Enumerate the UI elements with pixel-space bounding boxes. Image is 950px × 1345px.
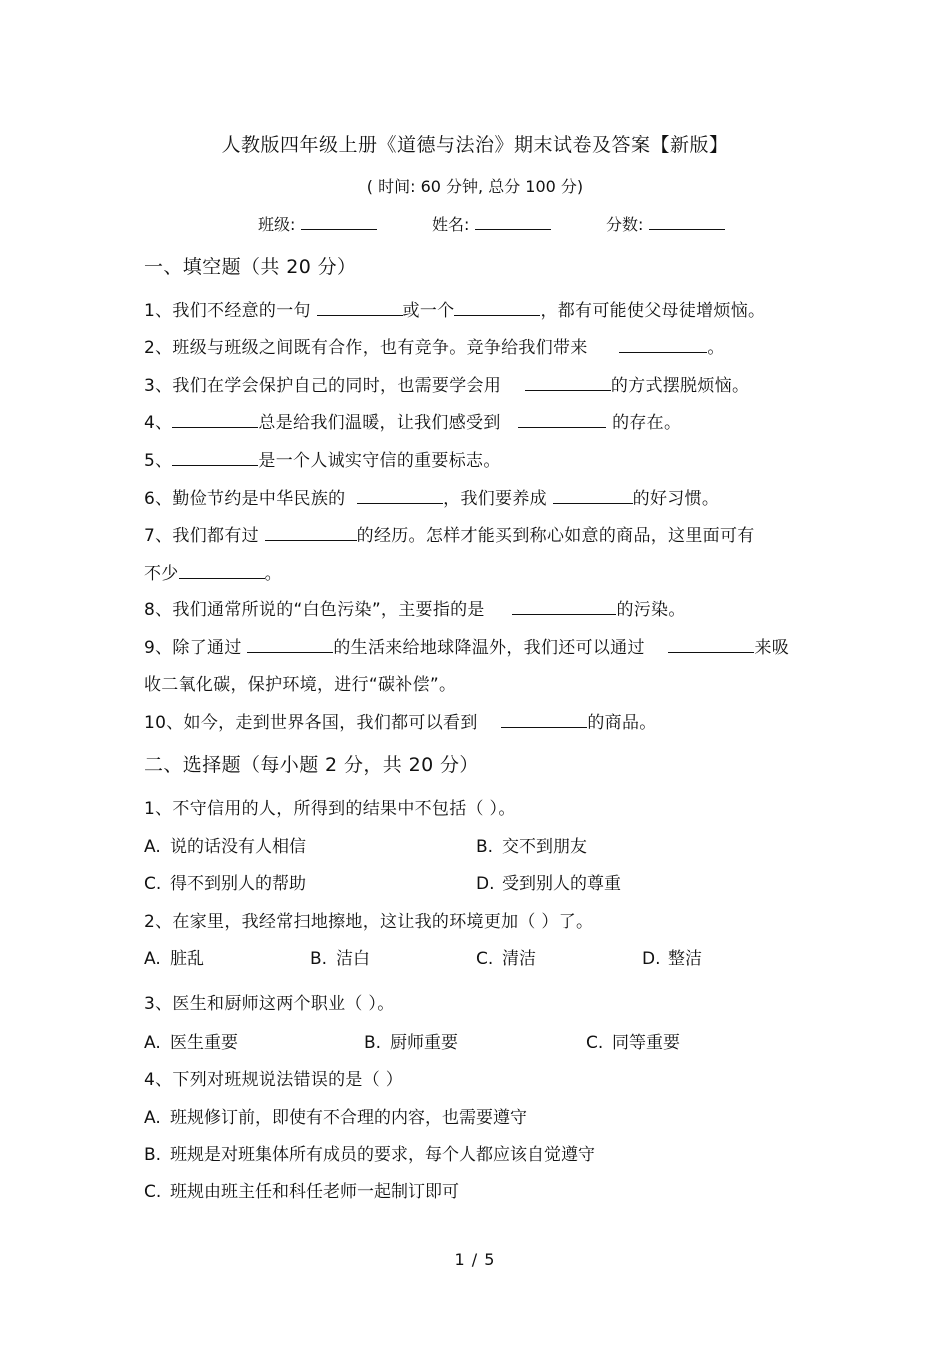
name-label: 姓名:: [432, 215, 470, 234]
option-key: C.: [586, 1033, 604, 1053]
question-1-4: [144, 411, 681, 434]
option-b: [476, 836, 587, 858]
question-text: 4、: [144, 413, 173, 433]
option-text: 脏乱: [170, 949, 204, 969]
question-1-1: [144, 299, 765, 322]
class-blank: [301, 213, 377, 230]
answer-blank: [179, 562, 265, 579]
answer-blank: [357, 487, 443, 504]
page-title: 人教版四年级上册《道德与法治》期末试卷及答案【新版】: [221, 134, 729, 156]
question-text: 的污染。: [616, 600, 686, 620]
option-c: [586, 1032, 680, 1054]
option-key: C.: [476, 949, 494, 969]
option-a: [144, 948, 204, 970]
option-key: A.: [144, 1033, 161, 1053]
question-text: 来吸: [754, 638, 790, 658]
section-heading-fill: 一、填空题（共 20 分）: [144, 256, 357, 278]
question-2-2: 2、在家里，我经常扫地擦地，这让我的环境更加（ ）了。: [144, 912, 594, 932]
question-1-9: [144, 636, 789, 659]
question-text: ，都有可能使父母徒增烦恼。: [540, 301, 766, 321]
option-key: A.: [144, 1108, 161, 1128]
question-text: 的方式摆脱烦恼。: [610, 376, 750, 396]
question-text: 是一个人诚实守信的重要标志。: [258, 451, 501, 471]
question-1-5: [144, 449, 501, 472]
option-key: D.: [642, 949, 661, 969]
question-text: 的存在。: [612, 413, 682, 433]
option-a: [144, 836, 306, 858]
option-b: [364, 1032, 458, 1054]
question-1-10: [144, 711, 657, 734]
option-text: 同等重要: [612, 1033, 680, 1053]
option-key: C.: [144, 874, 162, 894]
answer-blank: [619, 336, 707, 353]
option-text: 说的话没有人相信: [170, 837, 306, 857]
question-1-8: [144, 598, 686, 621]
answer-blank: [668, 636, 754, 653]
question-text: 3、我们在学会保护自己的同时，也需要学会用: [144, 376, 502, 396]
score-label: 分数:: [606, 215, 644, 234]
name-blank: [475, 213, 551, 230]
question-text: 6、勤俭节约是中华民族的: [144, 489, 346, 509]
answer-blank: [172, 411, 258, 428]
exam-subtitle: ( 时间: 60 分钟, 总分 100 分): [366, 177, 584, 196]
answer-blank: [172, 449, 258, 466]
option-text: 受到别人的尊重: [502, 874, 621, 894]
option-key: B.: [364, 1033, 382, 1053]
question-text: 8、我们通常所说的“白色污染”，主要指的是: [144, 600, 485, 620]
question-text: 10、如今，走到世界各国，我们都可以看到: [144, 713, 478, 733]
option-text: 医生重要: [170, 1033, 238, 1053]
option-key: B.: [144, 1145, 162, 1165]
question-text: 的生活来给地球降温外，我们还可以通过: [333, 638, 645, 658]
option-text: 班规是对班集体所有成员的要求，每个人都应该自觉遵守: [170, 1145, 595, 1165]
option-text: 交不到朋友: [502, 837, 587, 857]
question-text: 1、我们不经意的一句: [144, 301, 311, 321]
answer-blank: [553, 487, 633, 504]
option-key: B.: [310, 949, 328, 969]
score-field: [606, 212, 725, 235]
question-text: 或一个: [402, 301, 455, 321]
question-1-2: [144, 336, 725, 359]
answer-blank: [247, 636, 333, 653]
option-key: D.: [476, 874, 495, 894]
question-text: 。: [264, 564, 282, 584]
question-1-9-cont: [144, 674, 456, 696]
question-text: 收二氧化碳，保护环境，进行“碳补偿”。: [144, 675, 457, 695]
option-b: [144, 1144, 595, 1166]
class-label: 班级:: [258, 215, 296, 234]
option-text: 得不到别人的帮助: [170, 874, 306, 894]
option-key: A.: [144, 837, 161, 857]
option-text: 整洁: [668, 949, 702, 969]
question-text: 的经历。怎样才能买到称心如意的商品，这里面可有: [356, 526, 755, 546]
section-heading-choice: 二、选择题（每小题 2 分，共 20 分）: [144, 754, 479, 776]
question-text: 的商品。: [587, 713, 657, 733]
question-text: 5、: [144, 451, 173, 471]
option-text: 清洁: [502, 949, 536, 969]
question-text: 不少: [144, 564, 179, 584]
answer-blank: [317, 299, 403, 316]
question-1-7: [144, 524, 755, 547]
answer-blank: [454, 299, 540, 316]
answer-blank: [512, 598, 616, 615]
question-text: 总是给我们温暖，让我们感受到: [258, 413, 501, 433]
question-text: 2、班级与班级之间既有合作，也有竞争。竞争给我们带来: [144, 338, 588, 358]
question-2-3: 3、医生和厨师这两个职业（ ）。: [144, 994, 395, 1014]
page-number: 1 / 5: [454, 1250, 496, 1269]
class-field: [258, 212, 377, 235]
name-field: [432, 212, 551, 235]
question-text: ，我们要养成: [443, 489, 547, 509]
option-b: [310, 948, 370, 970]
answer-blank: [501, 711, 587, 728]
answer-blank: [518, 411, 606, 428]
answer-blank: [265, 524, 357, 541]
option-d: [642, 948, 702, 970]
option-c: [144, 873, 306, 895]
question-text: 7、我们都有过: [144, 526, 259, 546]
question-2-1: 1、不守信用的人，所得到的结果中不包括（ ）。: [144, 799, 516, 819]
question-text: 的好习惯。: [632, 489, 720, 509]
option-key: C.: [144, 1182, 162, 1202]
option-a: [144, 1107, 527, 1129]
question-text: 。: [707, 338, 725, 358]
question-1-3: [144, 374, 749, 397]
option-text: 厨师重要: [390, 1033, 458, 1053]
option-text: 班规修订前，即使有不合理的内容，也需要遵守: [170, 1108, 527, 1128]
option-a: [144, 1032, 238, 1054]
option-text: 班规由班主任和科任老师一起制订即可: [170, 1182, 459, 1202]
question-2-4: 4、下列对班规说法错误的是（ ）: [144, 1070, 404, 1090]
option-c: [144, 1181, 459, 1203]
option-key: B.: [476, 837, 494, 857]
answer-blank: [525, 374, 611, 391]
option-c: [476, 948, 536, 970]
score-blank: [649, 213, 725, 230]
question-text: 9、除了通过: [144, 638, 242, 658]
option-key: A.: [144, 949, 161, 969]
question-1-7-cont: [144, 562, 282, 585]
option-text: 洁白: [336, 949, 370, 969]
option-d: [476, 873, 621, 895]
question-1-6: [144, 487, 719, 510]
